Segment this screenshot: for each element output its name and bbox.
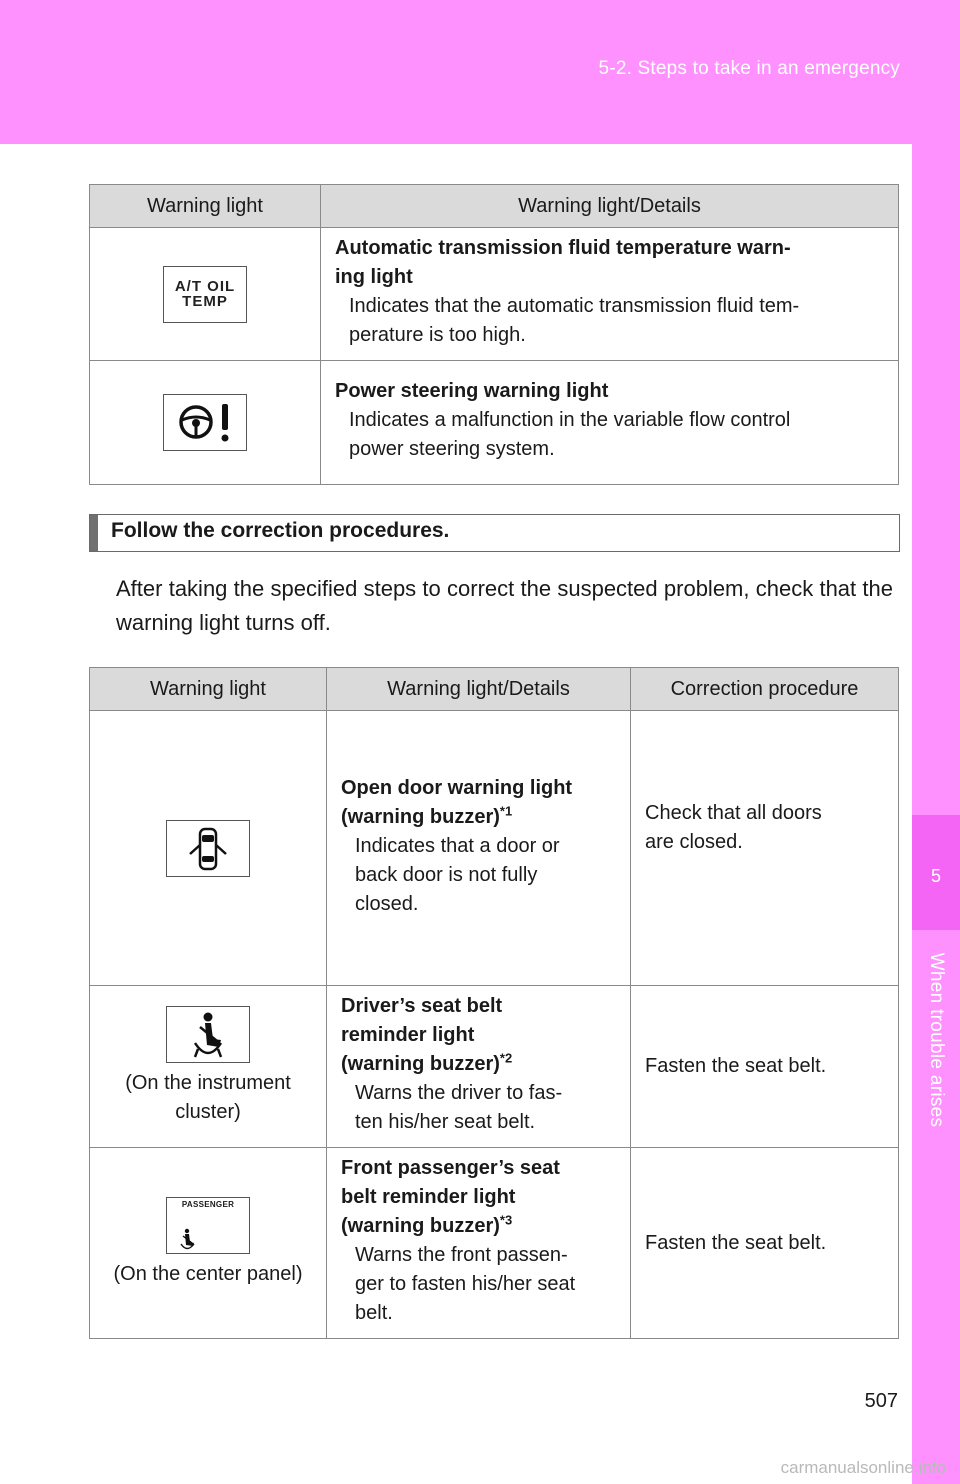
light-title: (warning buzzer)$^{*3}$ — [341, 1212, 513, 1237]
table-header-row — [90, 668, 899, 711]
correction-text: Check that all doors — [645, 802, 822, 824]
light-title: Driver’s seat belt — [341, 995, 503, 1017]
column-header: Warning light — [90, 185, 321, 228]
light-title: belt reminder light — [341, 1186, 516, 1208]
section-heading — [89, 514, 900, 552]
page-number: 507 — [864, 1390, 898, 1412]
correction-cell — [631, 986, 899, 1148]
details-cell — [321, 228, 899, 361]
correction-cell — [631, 711, 899, 986]
light-description: back door is not fully — [355, 863, 538, 886]
light-description: perature is too high. — [349, 324, 526, 346]
light-title: Power steering warning light — [335, 380, 609, 402]
icon-cell — [90, 711, 327, 986]
open-door-icon — [166, 820, 250, 877]
icon-caption: (On the center panel) — [113, 1263, 303, 1285]
power-steering-warning-icon — [163, 394, 247, 451]
light-title: reminder light — [341, 1024, 475, 1046]
icon-cell — [90, 1148, 327, 1339]
footnote-marker: *3 — [499, 1212, 513, 1228]
warning-light-table-2 — [89, 667, 899, 1339]
correction-text: Fasten the seat belt. — [645, 1231, 827, 1254]
correction-text: Fasten the seat belt. — [645, 1055, 827, 1077]
passenger-seat-belt-icon — [166, 1197, 250, 1254]
light-title: Automatic transmission fluid temperature warn- — [335, 237, 791, 259]
at-oil-temp-icon: A/T OIL TEMP — [163, 266, 247, 323]
details-cell — [327, 986, 631, 1148]
correction-cell — [631, 1148, 899, 1339]
table-row — [90, 228, 899, 361]
icon-caption: cluster) — [175, 1101, 241, 1123]
icon-caption: (On the instrument — [125, 1072, 291, 1094]
passenger-label: PASSENGER — [181, 1200, 235, 1209]
light-description: closed. — [355, 892, 419, 915]
footnote-marker: *2 — [499, 1050, 513, 1066]
details-cell — [327, 1148, 631, 1339]
chapter-number: 5 — [930, 866, 941, 886]
light-description: power steering system. — [349, 438, 555, 460]
column-header: Correction procedure — [631, 668, 899, 711]
table-row — [90, 1148, 899, 1339]
light-description: ger to fasten his/her seat — [355, 1273, 576, 1295]
light-title: (warning buzzer)$^{*2}$ — [341, 1050, 513, 1075]
column-header: Warning light/Details — [321, 185, 899, 228]
light-title: Open door warning light — [341, 776, 573, 799]
light-description: Indicates a malfunction in the variable flow control — [349, 409, 791, 431]
section-accent — [90, 515, 98, 551]
section-breadcrumb: 5-2. Steps to take in an emergency — [598, 58, 900, 79]
chapter-side-tab — [912, 144, 960, 1484]
icon-cell — [90, 361, 321, 485]
chapter-label: When trouble arises — [926, 952, 947, 1128]
icon-cell — [90, 228, 321, 361]
light-description: Indicates that the automatic transmission fluid tem- — [349, 295, 800, 317]
light-title: Front passenger’s seat — [341, 1157, 560, 1179]
light-description: Warns the driver to fas- — [355, 1082, 563, 1104]
light-description: Indicates that a door or — [355, 834, 560, 857]
table-header-row — [90, 185, 899, 228]
details-cell — [321, 361, 899, 485]
seat-belt-reminder-icon — [166, 1006, 250, 1063]
light-description: belt. — [355, 1302, 393, 1324]
light-description: ten his/her seat belt. — [355, 1111, 536, 1133]
footnote-marker: *1 — [499, 802, 513, 818]
light-title: ing light — [335, 266, 413, 288]
watermark: carmanualsonline.info — [780, 1458, 946, 1477]
section-title: Follow the correction procedures. — [111, 519, 450, 542]
icon-cell — [90, 986, 327, 1148]
section-body: After taking the specified steps to correct the suspected problem, check that the warning light turns off. — [116, 576, 893, 635]
details-cell — [327, 711, 631, 986]
light-description: Warns the front passen- — [355, 1244, 568, 1266]
table-row — [90, 711, 899, 986]
table-row — [90, 361, 899, 485]
light-title: (warning buzzer)$^{*1}$ — [341, 802, 513, 828]
correction-text: are closed. — [645, 831, 743, 853]
page-header — [0, 0, 960, 144]
column-header: Warning light — [90, 668, 327, 711]
column-header: Warning light/Details — [327, 668, 631, 711]
warning-light-table-1 — [89, 184, 899, 485]
table-row — [90, 986, 899, 1148]
